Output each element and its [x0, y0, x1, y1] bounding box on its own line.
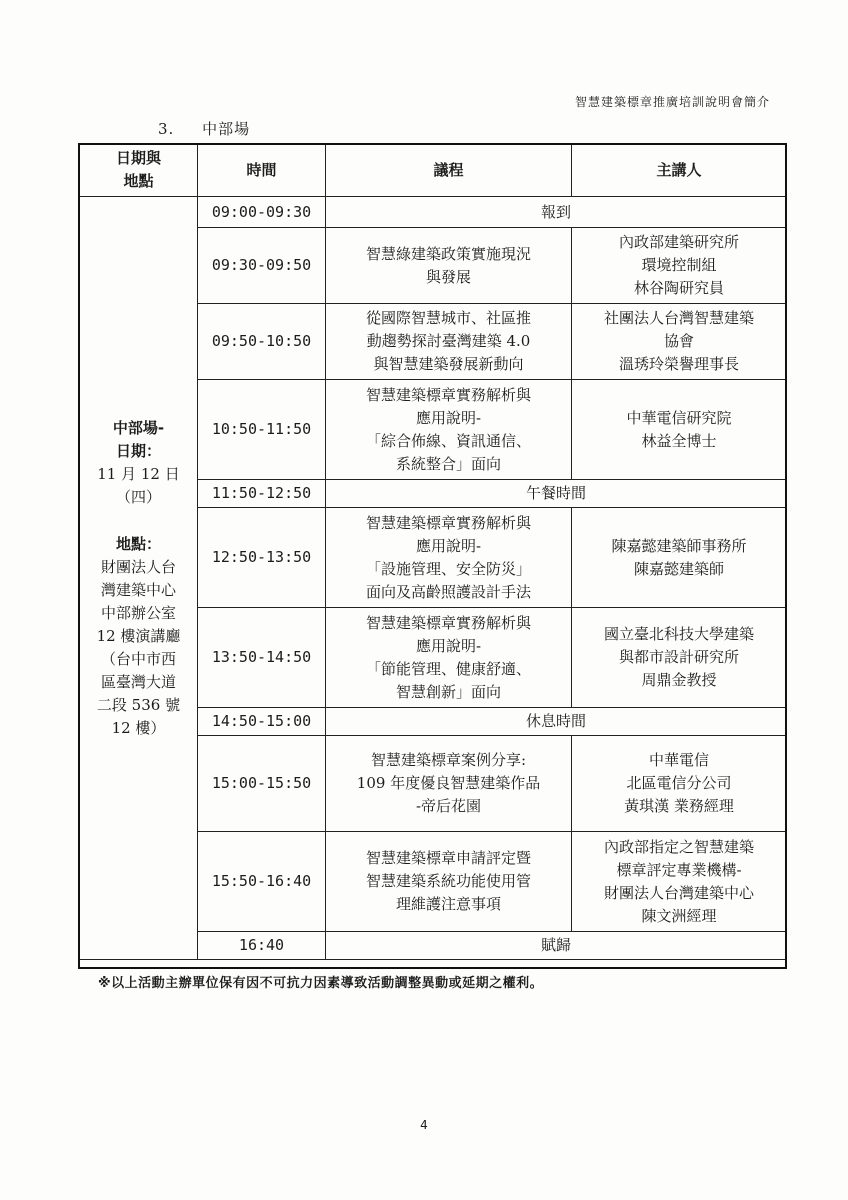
- row-agenda: 賦歸: [326, 932, 787, 960]
- row-speaker: 國立臺北科技大學建築 與都市設計研究所 周鼎金教授: [572, 608, 787, 708]
- row-agenda: 智慧建築標章申請評定暨 智慧建築系統功能使用管 理維護注意事項: [326, 832, 572, 932]
- row-time: 10:50-11:50: [198, 380, 326, 480]
- venue-cell: [80, 197, 198, 960]
- row-agenda: 休息時間: [326, 708, 787, 736]
- row-agenda: 報到: [326, 197, 787, 228]
- row-agenda: 午餐時間: [326, 480, 787, 508]
- row-agenda: 智慧建築標章實務解析與 應用說明- 「設施管理、安全防災」 面向及高齡照護設計手法: [326, 508, 572, 608]
- row-time: 13:50-14:50: [198, 608, 326, 708]
- row-agenda: 智慧建築標章實務解析與 應用說明- 「綜合佈線、資訊通信、 系統整合」面向: [326, 380, 572, 480]
- row-speaker: 社團法人台灣智慧建築 協會 溫琇玲榮譽理事長: [572, 304, 787, 380]
- event-weekday: （四）: [115, 487, 161, 506]
- row-time: 15:50-16:40: [198, 832, 326, 932]
- row-speaker: 內政部建築研究所 環境控制組 林谷陶研究員: [572, 228, 787, 304]
- table-row: [80, 197, 787, 228]
- row-agenda: 智慧建築標章案例分享: 109 年度優良智慧建築作品 -帝后花園: [326, 736, 572, 832]
- row-agenda: 從國際智慧城市、社區推 動趨勢探討臺灣建築 4.0 與智慧建築發展新動向: [326, 304, 572, 380]
- event-date: 11 月 12 日: [97, 464, 180, 483]
- place-label: 地點：: [115, 534, 161, 553]
- section-number: 3.: [158, 120, 175, 138]
- footnote: ※以上活動主辦單位保有因不可抗力因素導致活動調整異動或延期之權利。: [98, 976, 544, 991]
- header-speaker: 主講人: [572, 144, 787, 197]
- row-time: 15:00-15:50: [198, 736, 326, 832]
- event-place: 財團法人台 灣建築中心 中部辦公室 12 樓演講廳 （台中市西 區臺灣大道 二段 536 號 12 樓）: [96, 557, 181, 737]
- row-time: 16:40: [198, 932, 326, 960]
- row-agenda: 智慧建築標章實務解析與 應用說明- 「節能管理、健康舒適、 智慧創新」面向: [326, 608, 572, 708]
- schedule-table: [79, 143, 787, 960]
- row-speaker: 內政部指定之智慧建築 標章評定專業機構- 財團法人台灣建築中心 陳文洲經理: [572, 832, 787, 932]
- row-agenda: 智慧綠建築政策實施現況 與發展: [326, 228, 572, 304]
- row-time: 12:50-13:50: [198, 508, 326, 608]
- venue-label: 中部場-: [112, 418, 165, 437]
- date-label: 日期：: [115, 441, 161, 460]
- row-speaker: 中華電信研究院 林益全博士: [572, 380, 787, 480]
- row-time: 14:50-15:00: [198, 708, 326, 736]
- row-speaker: 中華電信 北區電信分公司 黃琪漢 業務經理: [572, 736, 787, 832]
- row-speaker: 陳嘉懿建築師事務所 陳嘉懿建築師: [572, 508, 787, 608]
- header-agenda: 議程: [326, 144, 572, 197]
- section-heading: [158, 118, 250, 139]
- header-time: 時間: [198, 144, 326, 197]
- section-title: 中部場: [202, 120, 251, 138]
- row-time: 09:30-09:50: [198, 228, 326, 304]
- row-time: 11:50-12:50: [198, 480, 326, 508]
- row-time: 09:00-09:30: [198, 197, 326, 228]
- header-venue: 日期與 地點: [80, 144, 198, 197]
- table-header-row: [80, 144, 787, 197]
- row-time: 09:50-10:50: [198, 304, 326, 380]
- page-number: 4: [420, 1118, 428, 1132]
- document-header-title: 智慧建築標章推廣培訓說明會簡介: [574, 95, 770, 109]
